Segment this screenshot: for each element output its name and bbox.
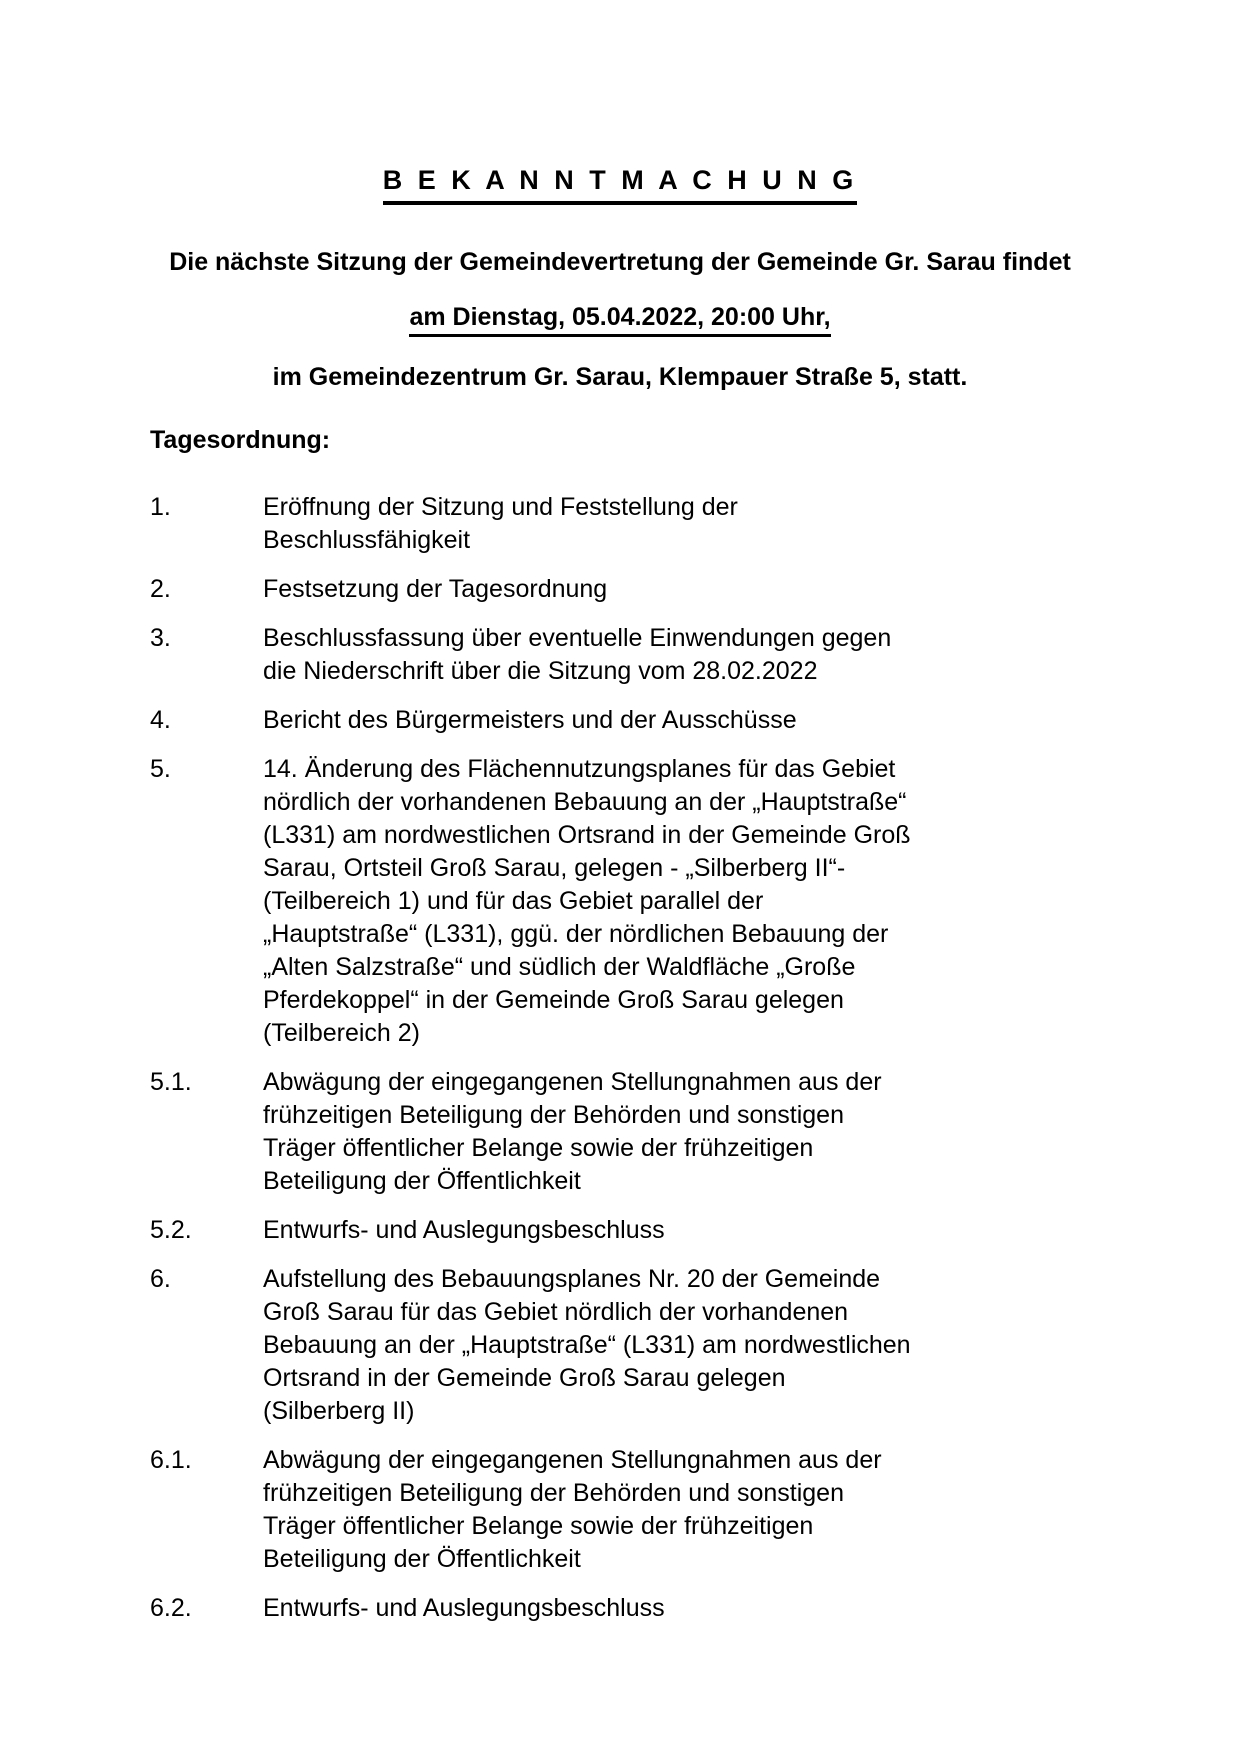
agenda-item-4 <box>150 704 1090 737</box>
agenda-item-number: 5.2. <box>150 1215 192 1244</box>
intro-line-3-text: im Gemeindezentrum Gr. Sarau, Klempauer Straße 5, statt. <box>272 362 968 391</box>
agenda-item-number: 3. <box>150 623 171 652</box>
agenda-item-number: 1. <box>150 492 171 521</box>
agenda-item-line: Träger öffentlicher Belange sowie der frühzeitigen <box>263 1133 814 1162</box>
agenda-item-number: 6. <box>150 1264 171 1293</box>
agenda-item-line: (L331) am nordwestlichen Ortsrand in der Gemeinde Groß <box>263 820 911 849</box>
agenda-item-line: Eröffnung der Sitzung und Feststellung der <box>263 492 738 521</box>
agenda-item-6-1 <box>150 1444 1090 1576</box>
agenda-item-line: Ortsrand in der Gemeinde Groß Sarau gelegen <box>263 1363 786 1392</box>
agenda-item-text <box>263 1592 1090 1625</box>
agenda-item-line: Sarau, Ortsteil Groß Sarau, gelegen - „Silberberg II“- <box>263 853 846 882</box>
intro-line-2-date-time <box>150 302 1090 337</box>
agenda-item-5-2 <box>150 1214 1090 1247</box>
agenda-item-line: frühzeitigen Beteiligung der Behörden und sonstigen <box>263 1478 844 1507</box>
agenda-heading: Tagesordnung: <box>150 425 331 454</box>
agenda-item-line: (Teilbereich 2) <box>263 1018 421 1047</box>
agenda-item-line: Entwurfs- und Auslegungsbeschluss <box>263 1215 665 1244</box>
agenda-item-number: 6.1. <box>150 1445 192 1474</box>
agenda-item-line: Groß Sarau für das Gebiet nördlich der vorhandenen <box>263 1297 849 1326</box>
agenda-item-line: Aufstellung des Bebauungsplanes Nr. 20 der Gemeinde <box>263 1264 881 1293</box>
agenda-item-line: Abwägung der eingegangenen Stellungnahmen aus der <box>263 1067 882 1096</box>
agenda-item-text <box>263 753 1090 1050</box>
agenda-item-line: Abwägung der eingegangenen Stellungnahmen aus der <box>263 1445 882 1474</box>
intro-line-2-text: am Dienstag, 05.04.2022, 20:00 Uhr, <box>409 302 830 337</box>
agenda-item-line: Beteiligung der Öffentlichkeit <box>263 1544 581 1573</box>
agenda-item-line: Beschlussfähigkeit <box>263 525 471 554</box>
agenda-item-text <box>263 1444 1090 1576</box>
agenda-item-6 <box>150 1263 1090 1428</box>
agenda-item-number: 6.2. <box>150 1593 192 1622</box>
agenda-item-1 <box>150 491 1090 557</box>
page-title: B E K A N N T M A C H U N G <box>383 166 858 205</box>
agenda-item-text <box>263 491 1090 557</box>
agenda-item-5-1 <box>150 1066 1090 1198</box>
agenda-item-line: Bericht des Bürgermeisters und der Ausschüsse <box>263 705 797 734</box>
agenda-item-number: 5.1. <box>150 1067 192 1096</box>
agenda-item-line: nördlich der vorhandenen Bebauung an der „Hauptstraße“ <box>263 787 907 816</box>
agenda-item-line: Festsetzung der Tagesordnung <box>263 574 608 603</box>
agenda-item-line: frühzeitigen Beteiligung der Behörden und sonstigen <box>263 1100 844 1129</box>
agenda-item-line: Träger öffentlicher Belange sowie der frühzeitigen <box>263 1511 814 1540</box>
agenda-item-line: die Niederschrift über die Sitzung vom 28.02.2022 <box>263 656 818 685</box>
agenda-item-line: „Alten Salzstraße“ und südlich der Waldfläche „Große <box>263 952 856 981</box>
agenda-item-line: (Silberberg II) <box>263 1396 415 1425</box>
agenda-item-number: 2. <box>150 574 171 603</box>
agenda-item-text <box>263 622 1090 688</box>
agenda-item-line: Pferdekoppel“ in der Gemeinde Groß Sarau gelegen <box>263 985 844 1014</box>
agenda-item-text <box>263 1263 1090 1428</box>
intro-line-1 <box>150 247 1090 277</box>
agenda-item-text <box>263 1066 1090 1198</box>
intro-line-1-text: Die nächste Sitzung der Gemeindevertretung der Gemeinde Gr. Sarau findet <box>169 247 1071 276</box>
agenda-item-number: 5. <box>150 754 171 783</box>
page-title-wrap <box>150 166 1090 205</box>
agenda-item-text <box>263 573 1090 606</box>
agenda-item-line: Bebauung an der „Hauptstraße“ (L331) am nordwestlichen <box>263 1330 911 1359</box>
agenda-item-5 <box>150 753 1090 1050</box>
intro-line-3-location <box>150 362 1090 392</box>
agenda-item-line: Entwurfs- und Auslegungsbeschluss <box>263 1593 665 1622</box>
agenda-item-text <box>263 704 1090 737</box>
agenda-item-line: Beteiligung der Öffentlichkeit <box>263 1166 581 1195</box>
agenda-item-6-2 <box>150 1592 1090 1625</box>
agenda-item-line: Beschlussfassung über eventuelle Einwendungen gegen <box>263 623 892 652</box>
agenda-list <box>150 491 1090 1625</box>
agenda-item-line: (Teilbereich 1) und für das Gebiet parallel der <box>263 886 764 915</box>
agenda-item-number: 4. <box>150 705 171 734</box>
agenda-item-2 <box>150 573 1090 606</box>
agenda-item-3 <box>150 622 1090 688</box>
agenda-item-line: „Hauptstraße“ (L331), ggü. der nördlichen Bebauung der <box>263 919 889 948</box>
agenda-item-line: 14. Änderung des Flächennutzungsplanes für das Gebiet <box>263 754 896 783</box>
agenda-item-text <box>263 1214 1090 1247</box>
